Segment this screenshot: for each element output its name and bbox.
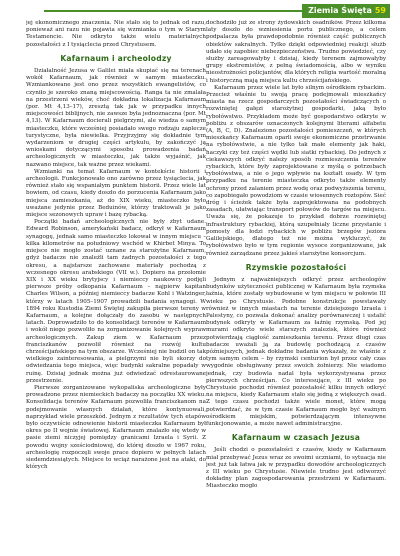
- paragraph: Kafarnaum przez wiele lat było silnym ośrodkiem rybackim. Przecież właśnie tu swoją pracę podejmowali mieszkańcy miasta na rzecz gospodarczych pozostałości świadczących o rozwiniętej gałęzi starożytnej gospodarki, jaką było rybołówstwo. Przykładem może być gospodarstwo odkryte w pobliżu z obszarów oznaczonych kolejnymi literami alfabetu (A, B, C, D). Znaleziono pozostałości pomieszczeń, w których mieszkańcy Kafarnaum oparli swoje ekonomiczne przetrwanie na rybołówstwie, a nie tylko tak małe elementy jak haki, haczyki czy też części wędki lub siatki rybackiej. Do jednych z ciekawszych odkryć należy sposób rozmieszczenia terenów rybackich, które były zaprojektowane z myślą o potrzebach rybołówstwa, a nie o jego wpływie na kształt osady. W tym przypadku na terenie miasteczka odkryto także elementy ochrony przed zalaniem przez wodę oraz podwyższenia terenu, co zapobiegało powodziom w czasie wiosennych roztopów. Sieć dróg i ścieżek także była zaprojektowana na podobnych zasadach, ułatwiając transport połowów do targów na miejscu. Uważa się, że pokazuje to przykład dobrze rozwiniętej infrastruktury rybackiej, którą uzupełniały liczne przystanie i pomosty dla łodzi rybackich w pobliżu brzegów jeziora Galilejskiego, dlatego też nie można wykluczyć, że rybołówstwo było w tym regionie wysoce zorganizowane, jak również zarządzane przez jakieś starożytne konsorcjum.: [206, 84, 386, 257]
- left-column: [26, 20, 206, 552]
- header-rule: [44, 10, 318, 12]
- paragraph: jej ekonomicznego znaczenia. Nie stało się to jednak od razu, ponieważ ani razu nie pojawia się wzmianka o tym w Starym Testamencie. Nie odkryto także wielu materialnych pozostałości z I tysiąclecia przed Chrystusem.: [26, 20, 206, 48]
- section-label: [302, 4, 390, 18]
- paragraph: Wzmianki na temat Kafarnaum w kontekście historii i archeologii. Funkcjonowało ono zarówno przez tysiąclecia, jak również stało się wspaniałym punktem historii. Przez wiele lat bowiem, od czasu, kiedy doszło do porzucenia Kafarnaum jako miejsca zamieszkania, aż do XIX wieku, miasteczko było uważane jedynie przez Beduinów, którzy traktowali je jako miejsce sezonowych upraw i bazę rybacką.: [26, 168, 206, 219]
- section-heading: Kafarnaum i archeolodzy: [60, 53, 172, 63]
- section-heading: Rzymskie pozostałości: [245, 262, 347, 272]
- page-header: [0, 4, 400, 18]
- paragraph: dochodziło już ze strony żydowskich osadników. Przez kilkoma laty doszło do wzniesienia portu publicznego, a celem podpalacza była prawdopodobnie również część publicznych obiektów sakralnych. Tylko dzięki odpowiedniej reakcji służb udało się zapobiec niebezpieczeństwu. Trudno powiedzieć, czy służby zareagowałyby i dzisiaj, kiedy terenem zajmowałyby grupy ekstremistów, z pełną świadomością, albo w wyniku nieostrożności policjantów, dla których religia wartość moralną i historyczną mają miejsca kultu chrześcijańskiego.: [206, 20, 386, 84]
- section-heading: Kafarnaum w czasach Jezusa: [231, 433, 361, 443]
- paragraph: Jeśli chodzi o pozostałości z czasów, kiedy w Kafarnaum miał przebywać Jezus wraz ze swoimi uczniami, to sytuacja nie jest już tak łatwa jak w przypadku dowodów archeologicznych z III wieku po Chrystusie. Niewiele trudno jest odtworzyć dokładny plan zagospodarowania przestrzeni w Kafarnaum. Miasteczko mogło: [206, 447, 386, 490]
- paragraph: Działalność Jezusa w Galilei miała skupiać się na terenach wokół Kafarnaum, jak również w samym miasteczku. Wzmiankowane jest ono przez wszystkich ewangelistów, co czyniło je szeroko znaną miejscowością. Ranga ta nie zmalała na przestrzeni wieków, choć dokładna lokalizacja Kafarnaum (por. Mt 4,13–17), zresztą tak jak w przypadku innych miejscowości biblijnych, nie zawsze była jednoznaczna (por. Mt 4,13). W Kafarnaum docierali pielgrzymi, ale wiedza o samym miasteczku, które wcześniej posiadało swego rodzaju zaplecze turystyczne, była niewielka. Przyjrzyjmy się dokładnie tym wydarzeniom w drugiej części artykułu, by zakończyć ją wnioskami dotyczącymi sposobu prowadzenia badań archeologicznych w miasteczku, jak także wyjaśnić, jak nazwano miejsce, tak ważne przez wiekami.: [26, 68, 206, 168]
- paragraph: Pierwsze zorganizowane wykopaliska archeologiczne były prowadzone przez niemieckich badaczy na początku XX wieku. Konsolidacja terenów Kafarnaum pozwoliła franciszkanom na podejmowanie własnych działań, które kontynuowali, naprzykład wiele przeszkód. Jednym z rezultatów tych etapów było oczywiście odnowienie historii miasteczka Kafarnaum był okres po II wojnie światowej. Kafarnaum znalazło się wtedy w pasie ziemi niczyjej pomiędzy granicami Izraela i Syrii. Z powodu wojny sześciodniowej, do której doszło w 1967 roku, archeologię rozpoczęli swoje prace dopiero w pełnych latach siedemdziesiątych. Miejsce to wciąż narażone jest na ataki, do których: [26, 384, 206, 471]
- section-title: Ziemia Święta: [308, 6, 372, 15]
- right-column: [206, 20, 386, 552]
- page-number: 59: [374, 6, 386, 15]
- paragraph: Początki badań archeologicznych nie były zbyt udane. Edward Robinson, amerykański badacz, odkrył w Kafarnaum synagogę, jednak samo miasteczko lokował w innym miejscu – kilka kilometrów na południowy wschód w Khirbet Minya. To miejsce nie mogło zostać uznane za starożytne Kafarnaum, gdyż badacze nie znaleźli tam żadnych pozostałości z tego okresu, a najstarsze zachowane materiały pochodzą z wczesnego okresu arabskiego (VII w.). Dopiero na przełomie XIX i XX wieku brytyjscy i niemieccy naukowcy podjęli pierwsze próby odkopania Kafarnaum – najpierw kapitan Charles Wilson, a później niemieccy badacze Kohl i Watzinger, którzy w latach 1905–1907 prowadzili badania synagogi. W 1894 roku Kustodia Ziemi Świętej zakupiła pierwsze tereny w Kafarnaum, a kolejne dołączały do zasobu w następnych latach. Doprowadziło to do konsolidacji terenów w Kafarnaum i wokół niego pozwoliło na zorganizowanie kolejnych wypraw archeologicznych. Zakup ziem w Kafarnaum przez franciszkanów pozwolił również na rozwój kultu chrześcijańskiego na tym obszarze. Wcześniej nie budził on tak wielkiego zainteresowania, a pielgrzymi nie byli skorzy do odwiedzania tego miejsca, więc budynki sakralne popadały w ruinę. Dzisiaj jednak można już odwiedzać odrestaurowane przestrzenie.: [26, 219, 206, 384]
- paragraph: Jednym z najważniejszych odkryć przez archeologów budynków użyteczności publicznej w Kafarnaum była rzymska łaźnia, które zostały wybudowane w tym miejscu w połowie III wieku po Chrystusie. Podobne konstrukcje powstawały również w innych miastach na terenie dzisiejszego Izraela i Palestyny, co pozwala dokonać analizy porównawczej i ustalić budynek odkryty w Kafarnaum za łaźnię rzymską. Pod jej murami odkryto wiele starszych znalezisk, które również potwierdzają ciągłość zamieszkania terenu. Przez długi czas badacze uważali ją za budowlę pochodzącą z czasów późniejszych, jednak dokładne badania wykazały, że właśnie z tym samym celem – by rzymski centurion był przez cały czas wygodnie obsługiwany przez swoich żołnierzy. Nie wiadomo jednak, czy budowla nadal była wykorzystywana przez pierwszych chrześcijan. Co interesujące, z III wieku po Chrystusie pochodzi również pozostałość kilku innych odkryć na miejscu, kiedy Kafarnaum stało się jedną z większych osad. Z tego czasu pochodzi także wiele monet, które mogą potwierdzać, że w tym czasie Kafarnaum mogło być ważnym ośrodkiem miejskim, potwierdzającym intensywne funkcjonowanie, a może nawet administracyjne.: [206, 276, 386, 427]
